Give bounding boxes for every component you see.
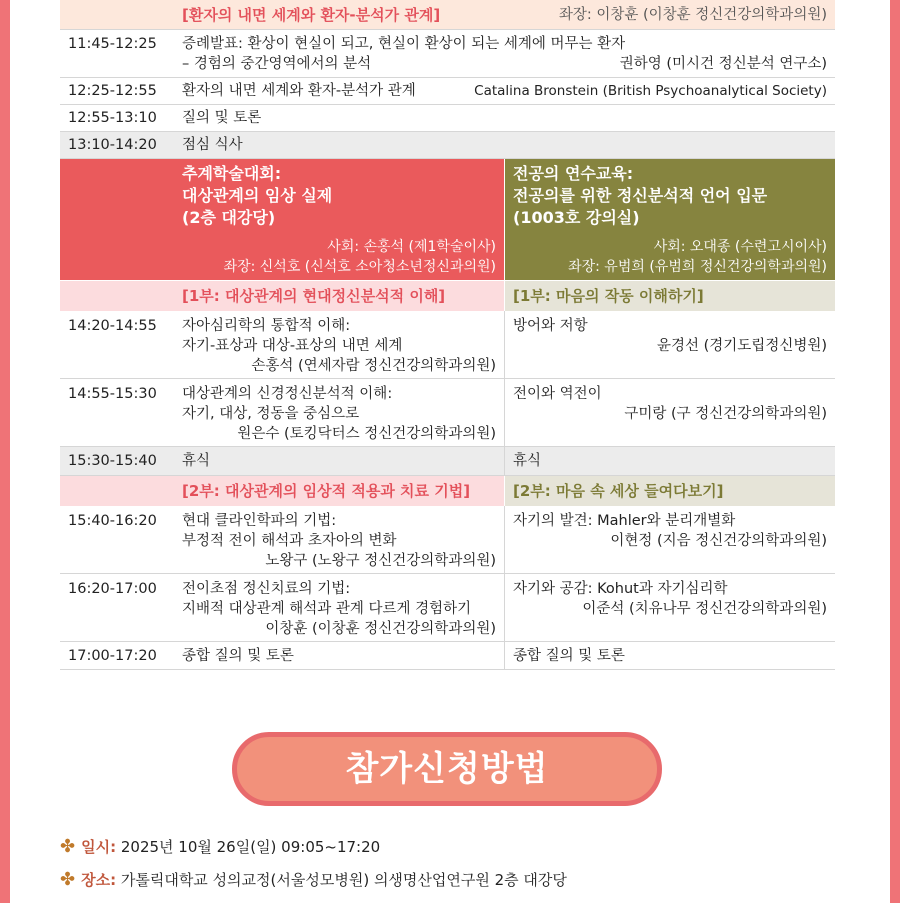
row-subtitle: – 경험의 중간영역에서의 분석	[182, 56, 372, 72]
info-date-value: 2025년 10월 26일(일) 09:05~17:20	[120, 838, 381, 856]
part2-left-bar	[60, 476, 504, 506]
row-time: 14:20-14:55	[68, 318, 157, 334]
info-venue	[60, 869, 567, 890]
row-time: 15:40-16:20	[68, 513, 157, 529]
table-row	[60, 447, 835, 476]
track-right-header	[505, 159, 835, 280]
row-title: 점심 식사	[182, 137, 243, 153]
track-left-chair: 좌장: 신석호 (신석호 소아청소년정신과의원)	[223, 259, 496, 275]
leaf-icon: ✤	[60, 869, 76, 890]
row-title: 질의 및 토론	[182, 110, 262, 126]
track-left-title3: (2층 대강당)	[182, 208, 276, 227]
table-row	[60, 30, 835, 78]
left-talk-speaker: 원은수 (토킹닥터스 정신건강의학과의원)	[237, 426, 496, 442]
left-talk-subtitle: 자기-표상과 대상-표상의 내면 세계	[182, 338, 403, 354]
left-talk-speaker: 노왕구 (노왕구 정신건강의학과의원)	[265, 553, 496, 569]
table-row	[60, 78, 835, 105]
right-talk-speaker: 윤경선 (경기도립정신병원)	[657, 338, 827, 354]
right-talk-title: 자기의 발견: Mahler와 분리개별화	[513, 513, 736, 529]
row-speaker: Catalina Bronstein (British Psychoanalytical Society)	[474, 83, 827, 99]
session-header-chair: 좌장: 이창훈 (이창훈 정신건강의학과의원)	[558, 7, 827, 23]
session-header-row	[60, 0, 835, 30]
left-talk-subtitle: 부정적 전이 해석과 초자아의 변화	[182, 533, 397, 549]
table-row	[60, 506, 835, 574]
left-talk-title: 자아심리학의 통합적 이해:	[182, 318, 351, 334]
track-left-host: 사회: 손홍석 (제1학술이사)	[327, 239, 496, 255]
row-title: 환자의 내면 세계와 환자-분석가 관계	[182, 83, 416, 99]
info-venue-value: 가톨릭대학교 성의교정(서울성모병원) 의생명산업연구원 2층 대강당	[120, 871, 567, 889]
table-row	[60, 642, 835, 670]
track-left-title1: 추계학술대회:	[182, 164, 282, 183]
part2-right-title: [2부: 마음 속 세상 들여다보기]	[513, 482, 724, 500]
info-date-label: 일시:	[81, 838, 117, 856]
row-time: 13:10-14:20	[68, 137, 157, 153]
row-title: 증례발표: 환상이 현실이 되고, 현실이 환상이 되는 세계에 머무는 환자	[182, 36, 626, 52]
row-time: 15:30-15:40	[68, 453, 157, 469]
right-talk-title: 방어와 저항	[513, 318, 588, 334]
row-time: 16:20-17:00	[68, 581, 157, 597]
track-left-header	[60, 159, 504, 280]
part2-left-title: [2부: 대상관계의 임상적 적용과 치료 기법]	[182, 482, 471, 500]
row-speaker: 권하영 (미시건 정신분석 연구소)	[619, 56, 827, 72]
table-row	[60, 132, 835, 159]
part1-right-bar	[505, 281, 835, 311]
left-talk-speaker: 손홍석 (연세자람 정신건강의학과의원)	[251, 358, 496, 374]
part1-right-title: [1부: 마음의 작동 이해하기]	[513, 287, 704, 305]
right-talk-speaker: 이현정 (지음 정신건강의학과의원)	[610, 533, 827, 549]
part1-left-title: [1부: 대상관계의 현대정신분석적 이해]	[182, 287, 446, 305]
right-talk-title: 자기와 공감: Kohut과 자기심리학	[513, 581, 728, 597]
track-right-title1: 전공의 연수교육:	[513, 164, 634, 183]
final-right: 종합 질의 및 토론	[513, 648, 625, 664]
row-time: 17:00-17:20	[68, 648, 157, 664]
table-row	[60, 311, 835, 379]
apply-title: 참가신청방법	[345, 749, 549, 789]
track-right-host: 사회: 오대종 (수련고시이사)	[653, 239, 827, 255]
part2-right-bar	[505, 476, 835, 506]
left-talk-subtitle: 지배적 대상관계 해석과 관계 다르게 경험하기	[182, 601, 472, 617]
track-right-title2: 전공의를 위한 정신분석적 언어 입문	[513, 186, 768, 205]
session-header-title: [환자의 내면 세계와 환자-분석가 관계]	[182, 6, 441, 24]
row-time: 12:55-13:10	[68, 110, 157, 126]
left-talk-title: 현대 클라인학파의 기법:	[182, 513, 337, 529]
leaf-icon: ✤	[60, 836, 76, 857]
info-date	[60, 836, 380, 857]
row-time: 14:55-15:30	[68, 386, 157, 402]
right-talk-title: 전이와 역전이	[513, 386, 602, 402]
row-time: 11:45-12:25	[68, 36, 157, 52]
track-right-chair: 좌장: 유범희 (유범희 정신건강의학과의원)	[568, 259, 827, 275]
table-row	[60, 379, 835, 447]
track-left-title2: 대상관계의 임상 실제	[182, 186, 333, 205]
table-row	[60, 105, 835, 132]
left-talk-title: 전이초점 정신치료의 기법:	[182, 581, 351, 597]
info-venue-label: 장소:	[81, 871, 117, 889]
final-left: 종합 질의 및 토론	[182, 648, 294, 664]
part1-left-bar	[60, 281, 504, 311]
right-talk-speaker: 구미랑 (구 정신건강의학과의원)	[624, 406, 827, 422]
left-talk-title: 대상관계의 신경정신분석적 이해:	[182, 386, 393, 402]
row-time: 12:25-12:55	[68, 83, 157, 99]
break-left: 휴식	[182, 453, 211, 469]
track-right-title3: (1003호 강의실)	[513, 208, 640, 227]
right-talk-speaker: 이준석 (치유나무 정신건강의학과의원)	[582, 601, 827, 617]
apply-title-pill	[232, 732, 662, 806]
left-talk-subtitle: 자기, 대상, 정동을 중심으로	[182, 406, 360, 422]
left-talk-speaker: 이창훈 (이창훈 정신건강의학과의원)	[265, 621, 496, 637]
break-right: 휴식	[513, 453, 542, 469]
table-row	[60, 574, 835, 642]
